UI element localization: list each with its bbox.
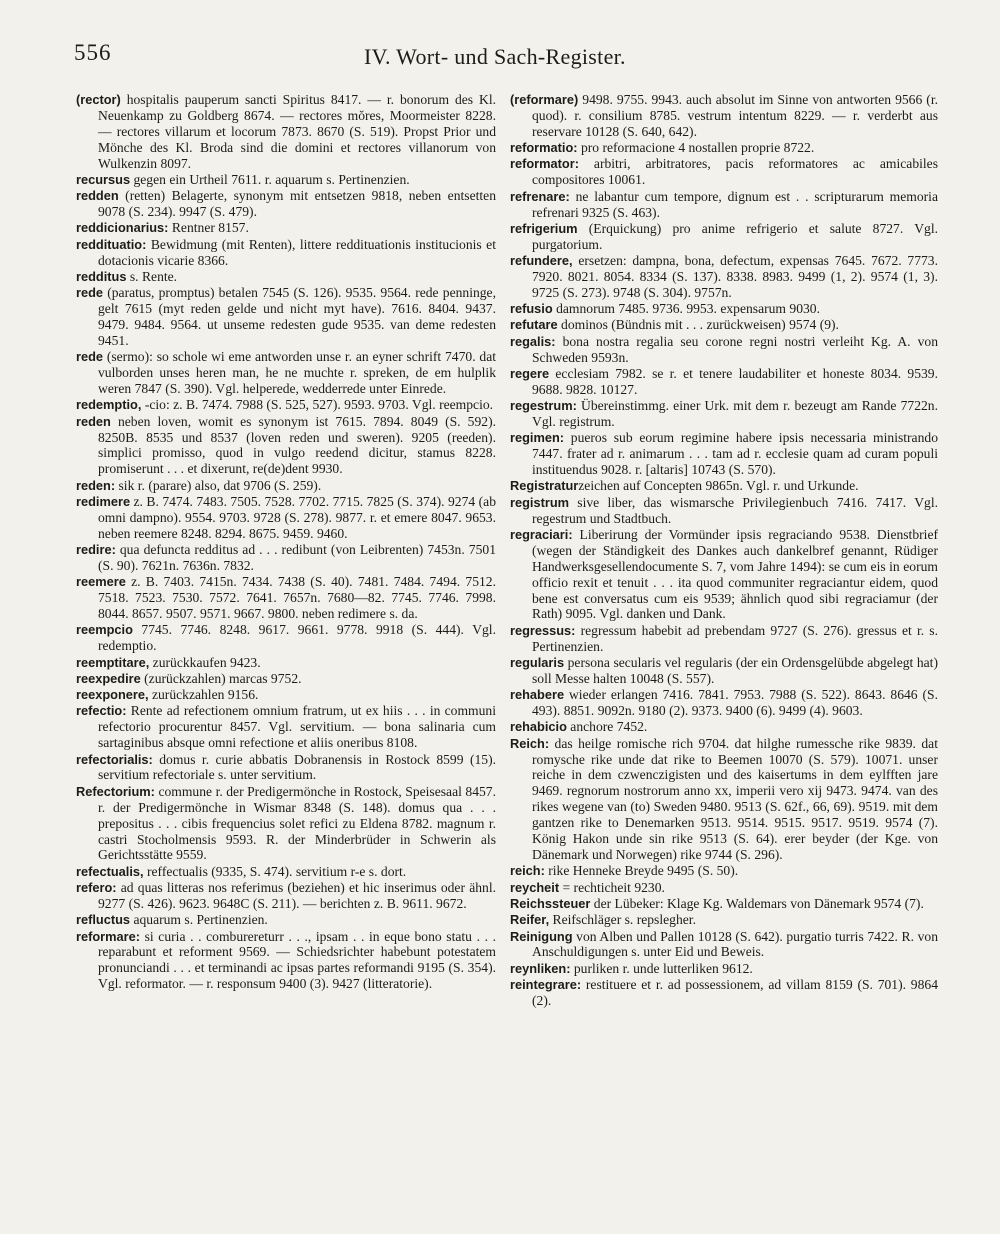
- register-entry: [510, 92, 938, 140]
- entry-text: ad quas litteras nos referimus (beziehen) et hic inserimus oder ähnl. 9277 (S. 426). 9623. 9648C (S. 211). — berichten z. B. 9611. 9672.: [98, 880, 496, 911]
- register-entry: [76, 220, 496, 236]
- entry-headword: reformare:: [76, 928, 141, 944]
- entry-headword: Refectorium:: [76, 783, 155, 799]
- register-entry: [76, 478, 496, 494]
- entry-text: Bewidmung (mit Renten), littere reddituationis institucionis et dotacionis vicarie 8366.: [98, 236, 496, 268]
- entry-headword: rehabicio: [510, 719, 567, 735]
- entry-text: z. B. 7474. 7483. 7505. 7528. 7702. 7715. 7825 (S. 374). 9274 (ab omni dampno). 9554. 9703. 9728 (S. 278). 9877. r. et emere 8047. 9653. neben reemere 8248. 8294. 8675. 9459. 9460.: [98, 493, 496, 541]
- entry-headword: redimere: [76, 493, 131, 509]
- register-entry: [76, 188, 496, 220]
- entry-headword: refutare: [510, 317, 558, 333]
- register-entry: [76, 542, 496, 574]
- entry-headword: redden: [76, 188, 119, 204]
- register-entry: [510, 719, 938, 735]
- register-entry: [76, 92, 496, 172]
- entry-headword: refrigerium: [510, 220, 578, 236]
- entry-text: qua defuncta redditus ad . . . redibunt (von Leibrenten) 7453n. 7501 (S. 90). 7621n. 7636n. 7832.: [98, 542, 496, 573]
- register-entry: [510, 495, 938, 527]
- entry-headword: regalis:: [510, 333, 556, 349]
- entry-text: pro reformacione 4 nostallen proprie 8722.: [577, 140, 815, 156]
- entry-text: aquarum s. Pertinenzien.: [130, 912, 268, 928]
- register-entry: [510, 863, 938, 879]
- entry-headword: refundere,: [510, 253, 573, 269]
- register-entry: [510, 929, 938, 961]
- entry-headword: (rector): [76, 92, 121, 107]
- entry-headword: rehabere: [510, 687, 565, 703]
- entry-headword: Reichssteuer: [510, 895, 591, 911]
- entry-text: = rechticheit 9230.: [559, 879, 665, 895]
- entry-text: restituere et r. ad possessionem, ad villam 8159 (S. 701). 9864 (2).: [532, 977, 938, 1008]
- entry-text: 9498. 9755. 9943. auch absolut im Sinne von antworten 9566 (r. quod). r. consilium 8785. vestrum intentum 8229. — r. verderbt aus reservare 10128 (S. 640, 642).: [532, 92, 938, 139]
- entry-text: neben loven, womit es synonym ist 7615. 7894. 8049 (S. 592). 8250B. 8535 und 8537 (loven reden und sweren). 9205 (reeden). simplici promisso, quod in vulgo reedend dicitur, stamus 8228. promiserunt . . . et dixerunt, re(de)dent 9930.: [98, 413, 496, 477]
- register-entry: [76, 671, 496, 687]
- entry-text: Rentner 8157.: [168, 220, 249, 236]
- entry-headword: Reich:: [510, 735, 550, 751]
- entry-text: damnorum 7485. 9736. 9953. expensarum 9030.: [552, 301, 820, 317]
- entry-text: ersetzen: dampna, bona, defectum, expensas 7645. 7672. 7773. 7920. 8021. 8054. 8334 (S. 137). 8338. 8983. 9499 (1, 2). 9574 (1, 3). 9725 (S. 273). 9748 (S. 304). 9757n.: [532, 253, 938, 300]
- entry-headword: Reifer,: [510, 912, 550, 928]
- entry-headword: reddicionarius:: [76, 220, 169, 236]
- entry-text: arbitri, arbitratores, pacis reformatores ac amicabiles compositores 10061.: [532, 156, 938, 188]
- entry-headword: regimen:: [510, 430, 565, 446]
- register-entry: [76, 285, 496, 349]
- entry-headword: rede: [76, 285, 104, 301]
- entry-headword: rede: [76, 349, 104, 365]
- entry-text: Reifschläger s. repslegher.: [549, 912, 696, 928]
- entry-text: hospitalis pauperum sancti Spiritus 8417. — r. bonorum des Kl. Neuenkamp zu Goldberg 8674. — rectores mŏres, Moormeister 8228. — rectores villarum et locorum 7873. 8670 (S. 519). Propst Prior und Mönche des Kl. Broda sind die domini et rectores villanorum von Wulkenzin 8097.: [98, 92, 496, 171]
- register-entry: [510, 189, 938, 221]
- register-entry: [76, 703, 496, 751]
- entry-text: wieder erlangen 7416. 7841. 7953. 7988 (S. 522). 8643. 8646 (S. 493). 8851. 9092n. 9180 (2). 9373. 9400 (6). 9499 (4). 9603.: [532, 687, 938, 719]
- entry-text: persona secularis vel regularis (der ein Ordensgelübde abgelegt hat) soll Messe halten 10048 (S. 557).: [532, 654, 938, 686]
- entry-headword: reformatio:: [510, 140, 578, 156]
- entry-text: sik r. (parare) also, dat 9706 (S. 259).: [115, 477, 322, 493]
- entry-headword: Reinigung: [510, 928, 573, 944]
- register-entry: [510, 687, 938, 719]
- register-entry: [510, 527, 938, 622]
- entry-headword: recursus: [76, 171, 131, 187]
- entry-text: dominos (Bündnis mit . . . zurückweisen) 9574 (9).: [557, 317, 839, 333]
- entry-text: der Lübeker: Klage Kg. Waldemars von Dänemark 9574 (7).: [590, 895, 924, 911]
- entry-text: s. Rente.: [126, 268, 178, 284]
- register-entry: [76, 784, 496, 864]
- entry-headword: reexpedire: [76, 670, 141, 686]
- entry-text: si curia . . comburereturr . . ., ipsam . . in eque bono statu . . . reparabunt et reforment 9569. — Schiedsrichter habebunt potestatem pronunciandi . . . et terminandi ac ipsas partes reformandi 9195 (S. 354). Vgl. reformator. — r. responsum 9400 (3). 9427 (litteratorie).: [98, 928, 496, 992]
- entry-text: (sermo): so schole wi eme antworden unse r. an eyner schrift 7470. dat vulborden unses heren man, he ne muchte r. spreken, de em hulplik weren 7847 (S. 390). Vgl. helperede, wedderrede unter Einrede.: [98, 349, 496, 397]
- register-entry: [76, 397, 496, 413]
- entry-headword: reemptitare,: [76, 654, 150, 670]
- entry-headword: refrenare:: [510, 188, 570, 204]
- entry-headword: refectorialis:: [76, 751, 153, 767]
- register-entry: [510, 736, 938, 863]
- register-entry: [510, 334, 938, 366]
- register-entry: [76, 622, 496, 654]
- register-entry: [510, 478, 938, 494]
- entry-headword: refusio: [510, 301, 553, 317]
- register-entry: [76, 414, 496, 478]
- entry-headword: reden: [76, 413, 111, 429]
- entry-headword: reformator:: [510, 156, 579, 172]
- entry-headword: reexponere,: [76, 687, 149, 703]
- entry-headword: registrum: [510, 494, 570, 510]
- entry-text: von Alben und Pallen 10128 (S. 642). purgatio turris 7422. R. von Anschuldigungen s. unter Eid und Beweis.: [532, 928, 938, 960]
- entry-headword: reden:: [76, 477, 116, 493]
- register-entry: [510, 156, 938, 188]
- entry-text: zeichen auf Concepten 9865n. Vgl. r. und Urkunde.: [578, 478, 859, 494]
- register-entry: [510, 366, 938, 398]
- entry-text: anchore 7452.: [566, 719, 648, 735]
- page-title: IV. Wort- und Sach-Register.: [364, 44, 626, 69]
- entry-text: das heilge romische rich 9704. dat hilghe rumessche rike 9839. dat romysche rike unde dat rike to Beemen 10070 (S. 579). 10071. unser reiche in dem czwenczigisten und des kaisertums in dem eylfften jare 9469. regnorum nostrorum anno xx, imperii vero xij 9473. 9474. van des rikes wegene van (to) Sweden 9480. 9513 (S. 62f., 66, 69). 9519. mit dem gantzen rike to Denemarken 9513. 9514. 9515. 9517. 9519. 9574 (7). König Hakon unde sin rike 9513 (S. 64). erer beyder (der Kge. von Dänemark und Norwegen) rike 9744 (S. 296).: [532, 735, 938, 863]
- entry-headword: regere: [510, 365, 550, 381]
- entry-text: z. B. 7403. 7415n. 7434. 7438 (S. 40). 7481. 7484. 7494. 7512. 7518. 7523. 7530. 7572. 7641. 7657n. 7680—82. 7745. 7746. 7998. 8044. 8657. 9507. 9571. 9667. 9800. neben redimere s. da.: [98, 574, 496, 622]
- register-entry: [76, 752, 496, 784]
- right-column: [510, 92, 938, 1009]
- entry-text: zurückkaufen 9423.: [149, 654, 261, 670]
- register-entry: [510, 880, 938, 896]
- entry-headword: refero:: [76, 880, 117, 895]
- entry-text: ne labantur cum tempore, dignum est . . scripturarum memoria refrenari 9325 (S. 463).: [532, 188, 938, 220]
- entry-text: (retten) Belagerte, synonym mit entsetzen 9818, neben entsetten 9078 (S. 234). 9947 (S. 479).: [98, 188, 496, 220]
- left-column: [76, 92, 496, 993]
- entry-text: purliken r. unde lutterliken 9612.: [570, 960, 753, 976]
- entry-headword: redire:: [76, 542, 116, 558]
- entry-headword: reemere: [76, 574, 126, 590]
- register-entry: [510, 221, 938, 253]
- entry-text: Übereinstimmg. einer Urk. mit dem r. bezeugt am Rande 7722n. Vgl. registrum.: [532, 398, 938, 430]
- entry-headword: regestrum:: [510, 398, 577, 414]
- register-entry: [510, 623, 938, 655]
- register-entry: [76, 494, 496, 542]
- register-entry: [510, 253, 938, 301]
- register-entry: [76, 864, 496, 880]
- register-entry: [510, 398, 938, 430]
- entry-text: Rente ad refectionem omnium fratrum, ut ex hiis . . . in communi refectorio procurentur 8457. Vgl. servitium. — bona salinaria cum sartaginibus absque omni refectione et aliis oneribus 8108.: [98, 703, 496, 751]
- entry-text: domus r. curie abbatis Dobranensis in Rostock 8599 (15). servitium refectoriale s. unter servitium.: [98, 751, 496, 783]
- register-entry: [76, 172, 496, 188]
- entry-headword: (reformare): [510, 92, 579, 107]
- entry-text: (Erquickung) pro anime refrigerio et salute 8727. Vgl. purgatorium.: [532, 220, 938, 252]
- register-entry: [510, 912, 938, 928]
- entry-headword: redemptio,: [76, 397, 142, 413]
- register-entry: [510, 301, 938, 317]
- register-entry: [510, 140, 938, 156]
- entry-headword: redditus: [76, 268, 127, 284]
- entry-text: regressum habebit ad prebendam 9727 (S. 276). gressus et r. s. Pertinenzien.: [532, 622, 938, 654]
- register-entry: [76, 655, 496, 671]
- entry-text: ecclesiam 7982. se r. et tenere laudabiliter et honeste 8034. 9539. 9688. 9828. 10127.: [532, 365, 938, 397]
- entry-text: 7745. 7746. 8248. 9617. 9661. 9778. 9918 (S. 444). Vgl. redemptio.: [98, 622, 496, 654]
- entry-text: pueros sub eorum regimine habere ipsis necessaria ministrando 7447. frater ad r. animarum . . . tam ad r. ecclesie quam ad curam populi instituendus 9028. r. [altaris] 10743 (S. 570).: [532, 430, 938, 478]
- entry-text: -cio: z. B. 7474. 7988 (S. 525, 527). 9593. 9703. Vgl. reempcio.: [141, 397, 494, 413]
- entry-headword: refectio:: [76, 703, 127, 719]
- register-entry: [76, 687, 496, 703]
- register-entry: [76, 349, 496, 397]
- page-number: 556: [74, 40, 112, 65]
- entry-text: Liberirung der Vormünder ipsis regraciando 9538. Dienstbrief (wegen der Ständigkeit des Dankes auch dankelbref genannt, Rüdiger Handwerksgesellendocumente S. 7, vom Jahre 1494): se cum eis in eorum officio rexit et tenuit . . . ita quod communiter regraciantur eidem, quod bene est conversatus cum eis 9539; ähnlich quod sibi regraciamur (der Rath) 9095. Vgl. danken und Dank.: [532, 526, 938, 622]
- entry-headword: reynliken:: [510, 960, 571, 976]
- entry-headword: reycheit: [510, 879, 560, 895]
- register-entry: [510, 317, 938, 333]
- entry-text: zurückzahlen 9156.: [148, 687, 259, 703]
- register-entry: [76, 929, 496, 993]
- entry-headword: reich:: [510, 863, 545, 879]
- register-entry: [510, 430, 938, 478]
- entry-headword: Registratur: [510, 478, 579, 494]
- register-entry: [510, 896, 938, 912]
- register-entry: [510, 655, 938, 687]
- entry-text: bona nostra regalia seu corone regni nostri verleiht Kg. A. von Schweden 9593n.: [532, 333, 938, 365]
- register-entry: [76, 269, 496, 285]
- entry-text: reffectualis (9335, S. 474). servitium r-e s. dort.: [143, 863, 407, 879]
- entry-headword: regraciari:: [510, 526, 573, 542]
- register-entry: [76, 237, 496, 269]
- entry-text: (paratus, promptus) betalen 7545 (S. 126). 9535. 9564. rede penninge, gelt 7615 (myt reden gelde und nicht myt have). 7616. 8404. 9437. 9479. 9484. 9564. ut unseme redesten gude 9535. van deme redesten 9451.: [98, 285, 496, 348]
- entry-text: (zurückzahlen) marcas 9752.: [140, 670, 302, 686]
- register-entry: [510, 977, 938, 1009]
- entry-headword: reintegrare:: [510, 977, 582, 992]
- entry-text: sive liber, das wismarsche Privilegienbuch 7416. 7417. Vgl. regestrum und Stadtbuch.: [532, 494, 938, 526]
- entry-text: rike Henneke Breyde 9495 (S. 50).: [544, 863, 739, 879]
- entry-headword: refluctus: [76, 912, 131, 928]
- register-entry: [76, 880, 496, 912]
- entry-text: commune r. der Predigermönche in Rostock, Speisesaal 8457. r. der Predigermönche in Wismar 8348 (S. 148). domus qua . . . prepositus . . . cibis frequencius solet refici zu Eldena 8782. magnum r. castri Stocholmensis 9593. R. der Minderbrüder in Schwerin als Gerichtsstätte 9559.: [98, 783, 496, 863]
- register-entry: [510, 961, 938, 977]
- entry-headword: reddituatio:: [76, 236, 147, 252]
- entry-text: gegen ein Urtheil 7611. r. aquarum s. Pertinenzien.: [130, 171, 410, 187]
- register-entry: [76, 574, 496, 622]
- entry-headword: regressus:: [510, 622, 576, 638]
- entry-headword: reempcio: [76, 622, 133, 638]
- register-entry: [76, 912, 496, 928]
- entry-headword: regularis: [510, 654, 565, 670]
- entry-headword: refectualis,: [76, 863, 144, 879]
